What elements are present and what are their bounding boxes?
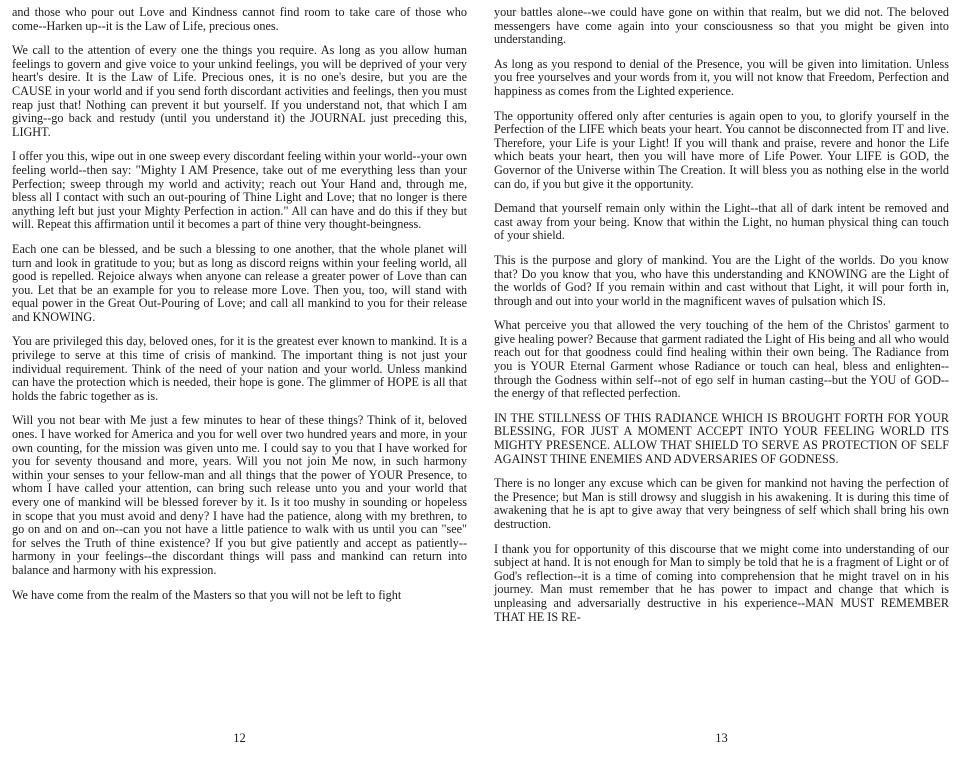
paragraph: your battles alone--we could have gone on within that realm, but we did not. The beloved messengers have come again into your consciousness so that you might be given into understanding. bbox=[494, 5, 949, 47]
page-number: 13 bbox=[715, 731, 728, 745]
paragraph: We call to the attention of every one the things you require. As long as you allow human feelings to govern and give voice to your unkind feelings, you will be deprived of your very heart's desire. It is the Law of Life. Precious ones, it is no one's desire, but you are the CAUSE in your world and if you send forth discordant activities and feelings, then you must reap just that! Nothing can prevent it but yourself. If you understand not, that which I am giving--go back and restudy (until you understand it) the JOURNAL just preceding this, LIGHT. bbox=[12, 43, 467, 139]
paragraph: There is no longer any excuse which can be given for mankind not having the perfection of the Presence; but Man is still drowsy and sluggish in his awakening. It is during this time of awakening that he is apt to give away that very beingness of self which shall bring his own destruction. bbox=[494, 476, 949, 531]
paragraph: As long as you respond to denial of the Presence, you will be given into limitation. Unless you free yourselves and your words from it, you will not know that Freedom, Perfection and happiness as comes from the Lighted experience. bbox=[494, 56, 949, 98]
paragraph: I thank you for opportunity of this discourse that we might come into understanding of our subject at hand. It is not enough for Man to simply be told that he is a fragment of Light or of God's reflection--it is a time of coming into comprehension that he might travel on in his journey. Man must remember that he has power to impact and change that which is unpleasing and adversarially destructive in his experience--MAN MUST REMEMBER THAT HE IS RE- bbox=[494, 541, 949, 624]
paragraph: This is the purpose and glory of mankind. You are the Light of the worlds. Do you know that? Do you know that you, who have this understanding and KNOWING are the Light of the worlds of God? If you remain within and cast without that Light, it will pour forth in, through and out into your world in the magnificent waves of pulsation which IS. bbox=[494, 252, 949, 308]
page-number: 12 bbox=[233, 731, 246, 745]
gutter bbox=[476, 0, 477, 760]
paragraph: Will you not bear with Me just a few minutes to hear of these things? Think of it, beloved ones. I have worked for America and you for well over two hundred years and more, in your own counting, for the mission was given unto me. I could say to you that I have worked for you for seventy thousand and more, years. Will you not join Me now, in such harmony within your senses to your fellow-man and all things that the power of YOUR Presence, to whom I have called your attention, can bring such release unto you and your world that every one of mankind will be blessed forever by it. Is it too mushy in sounding or hopeless in scope that you must avoid and deny? I have had the patience, along with my brethren, to go on and on and on--can you not have a little patience to walk with us until you can "see" for selves the Truth of thine existence? If you but give patiently and accept as patiently--harmony in your feelings--the discordant things will pass and mankind can return into balance and harmony with his expression. bbox=[12, 413, 467, 577]
paragraph: The opportunity offered only after centuries is again open to you, to glorify yourself in the Perfection of the LIFE which beats your heart. You cannot be disconnected from IT and live. Therefore, your Life is your Light! If you will thank and praise, revere and honor the Life which beats your heart, then you will have more of Life Power. Your LIFE is GOD, the Governor of the Universe within The Creation. It will bless you as nothing else in the world can do, if you but give it the opportunity. bbox=[494, 108, 949, 191]
paragraph: Demand that yourself remain only within the Light--that all of dark intent be removed and cast away from your being. Know that within the Light, no human physical thing can touch of your shield. bbox=[494, 201, 949, 243]
paragraph: Each one can be blessed, and be such a blessing to one another, that the whole planet will turn and look in gratitude to you; but as long as discord reigns within your feeling world, all good is repelled. Rejoice always when anyone can release a greater power of Love than can you. Let that be an example for you to release more Love. Then you, too, will stand with equal power in the Great Out-Pouring of Love; and call all mankind to you for their release and KNOWING. bbox=[12, 241, 467, 324]
paragraph: and those who pour out Love and Kindness cannot find room to take care of those who come--Harken up--it is the Law of Life, precious ones. bbox=[12, 5, 467, 33]
paragraph: You are privileged this day, beloved ones, for it is the greatest ever known to mankind. It is a privilege to serve at this time of crisis of mankind. The important thing is not just your individual requirement. Think of the need of your nation and your world. Unless mankind can have the protection which is needed, their hope is gone. The glimmer of HOPE is all that holds the fabric together as is. bbox=[12, 334, 467, 403]
right-page bbox=[494, 6, 949, 754]
paragraph: IN THE STILLNESS OF THIS RADIANCE WHICH IS BROUGHT FORTH FOR YOUR BLESSING, FOR JUST A MOMENT ACCEPT INTO YOUR FEELING WORLD ITS MIGHTY PRESENCE. ALLOW THAT SHIELD TO SERVE AS PROTECTION OF SELF AGAINST THINE ENEMIES AND ADVERSARIES OF GODNESS. bbox=[494, 410, 949, 466]
paragraph: We have come from the realm of the Masters so that you will not be left to fight bbox=[12, 587, 402, 602]
paragraph: What perceive you that allowed the very touching of the hem of the Christos' garment to give healing power? Because that garment radiated the Light of His being and all who would reach out for that goodness could find healing within their own being. The Radiance from you is YOUR Eternal Garment whose Radiance or touch can heal, bless and enlighten--through the Godness within self--not of ego self in human casting--but the YOU of GOD--the energy of that reflected perfection. bbox=[494, 318, 949, 401]
paragraph: I offer you this, wipe out in one sweep every discordant feeling within your world--your own feeling world--then say: "Mighty I AM Presence, take out of me everything less than your Perfection; sweep through my world and activity; reach out Your Hand and, through me, bless all I contact with such an out-pouring of Thine Light and Love; that no longer is there anything left but just your Mighty Perfection in action." All can have and do this if they but will. Repeat this affirmation until it becomes a part of thine very thought-beingness. bbox=[12, 149, 467, 232]
left-page bbox=[12, 6, 467, 754]
